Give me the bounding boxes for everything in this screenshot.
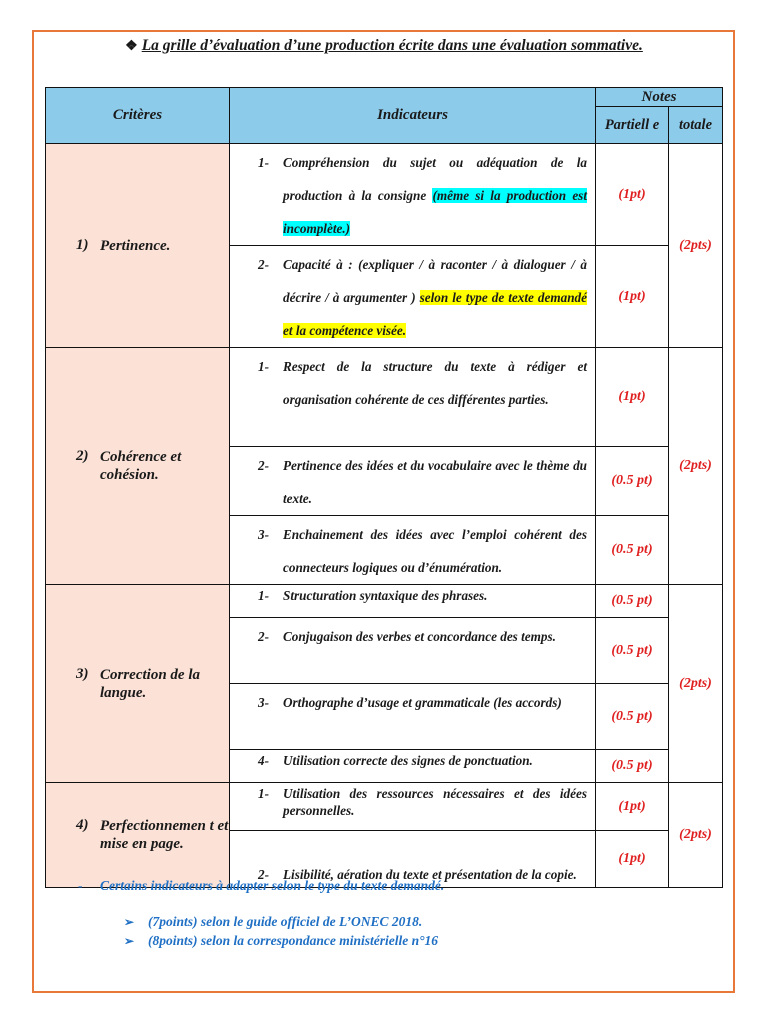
indicator-cell [230, 585, 596, 618]
indicator-highlight: selon le type de texte demandé et la compétence visée. [283, 290, 588, 338]
criterion-label: Correction de la langue. [100, 666, 200, 701]
header-criteria: Critères [46, 88, 230, 144]
footer-item [124, 914, 422, 930]
partial-points: (0.5 pt) [596, 684, 669, 750]
indicator-text: Pertinence des idées et du vocabulaire avec le thème du texte. [283, 458, 587, 506]
header-notes: Notes [596, 88, 723, 107]
indicator-cell [230, 684, 596, 750]
criterion-label: Pertinence. [100, 237, 171, 254]
indicator-text: Utilisation correcte des signes de ponctuation. [283, 753, 533, 768]
indicator-cell [230, 783, 596, 831]
indicator-cell [230, 348, 596, 447]
title-text: La grille d’évaluation d’une production écrite dans une évaluation sommative. [141, 37, 643, 54]
footer-item-text: (7points) selon le guide officiel de L’ONEC 2018. [148, 914, 423, 929]
table-row [46, 783, 723, 831]
table-row [46, 144, 723, 246]
indicator-text: Compréhension du sujet ou adéquation de la production à la consigne [283, 155, 587, 203]
arrow-bullet-icon: ➢ [124, 915, 135, 929]
criterion-number: 2) [76, 448, 89, 464]
partial-points: (1pt) [596, 144, 669, 246]
table-row [46, 348, 723, 447]
indicator-text: Enchainement des idées avec l’emploi cohérent des connecteurs logiques ou d’énumération. [283, 527, 587, 575]
partial-points: (1pt) [596, 783, 669, 831]
indicator-cell [230, 618, 596, 684]
document-title [80, 36, 688, 56]
total-points: (2pts) [669, 348, 723, 585]
indicator-number: 4- [258, 753, 269, 768]
indicator-cell [230, 750, 596, 783]
indicator-text: Lisibilité, aération du texte et présentation de la copie. [283, 867, 577, 882]
indicator-cell [230, 447, 596, 516]
indicator-number: 1- [258, 786, 269, 801]
indicator-text: Respect de la structure du texte à rédiger et organisation cohérente de ces différentes parties. [283, 359, 587, 407]
indicator-number: 3- [258, 527, 269, 542]
arrow-bullet-icon: ➢ [124, 934, 135, 948]
indicator-text: Conjugaison des verbes et concordance des temps. [283, 629, 556, 644]
indicator-number: 1- [258, 588, 269, 603]
partial-points: (1pt) [596, 348, 669, 447]
criterion-cell [46, 783, 230, 888]
criterion-number: 1) [76, 236, 89, 253]
header-total: totale [669, 107, 723, 144]
indicator-number: 1- [258, 155, 269, 170]
indicator-number: 1- [258, 359, 269, 374]
evaluation-grid-table [45, 87, 723, 888]
footer-note-text: Certains indicateurs à adapter selon le type du texte demandé. [100, 878, 445, 893]
total-points: (2pts) [669, 783, 723, 888]
indicator-cell [230, 246, 596, 348]
partial-points: (0.5 pt) [596, 447, 669, 516]
indicator-number: 2- [258, 629, 269, 644]
table-row [46, 585, 723, 618]
partial-points: (0.5 pt) [596, 516, 669, 585]
criterion-cell [46, 348, 230, 585]
partial-points: (1pt) [596, 246, 669, 348]
partial-points: (0.5 pt) [596, 585, 669, 618]
footer-note [78, 878, 444, 894]
indicator-number: 2- [258, 867, 269, 882]
footer-item [124, 933, 438, 949]
indicator-number: 2- [258, 257, 269, 272]
indicator-highlight: (même si la production est incomplète.) [283, 188, 587, 236]
indicator-text: Structuration syntaxique des phrases. [283, 588, 488, 603]
total-points: (2pts) [669, 585, 723, 783]
indicator-number: 2- [258, 458, 269, 473]
criterion-cell [46, 144, 230, 348]
indicator-text: Utilisation des ressources nécessaires et des idées personnelles. [283, 786, 587, 818]
indicator-cell [230, 516, 596, 585]
indicator-number: 3- [258, 695, 269, 710]
criterion-label: Cohérence et cohésion. [100, 449, 182, 483]
indicator-text: Orthographe d’usage et grammaticale (les accords) [283, 695, 562, 710]
criterion-label: Perfectionnemen t et mise en page. [100, 818, 229, 852]
criterion-number: 4) [76, 817, 89, 833]
indicator-cell [230, 144, 596, 246]
dash-bullet: - [78, 878, 83, 893]
partial-points: (0.5 pt) [596, 750, 669, 783]
header-indicators: Indicateurs [230, 88, 596, 144]
criterion-number: 3) [76, 665, 89, 682]
criterion-cell [46, 585, 230, 783]
total-points: (2pts) [669, 144, 723, 348]
diamond-bullet-icon: ❖ [125, 39, 138, 54]
header-partial: Partiell e [596, 107, 669, 144]
partial-points: (1pt) [596, 831, 669, 888]
indicator-text: Capacité à : (expliquer / à raconter / à dialoguer / à décrire / à argumenter ) [283, 257, 587, 305]
footer-item-text: (8points) selon la correspondance ministérielle n°16 [148, 933, 439, 948]
partial-points: (0.5 pt) [596, 618, 669, 684]
